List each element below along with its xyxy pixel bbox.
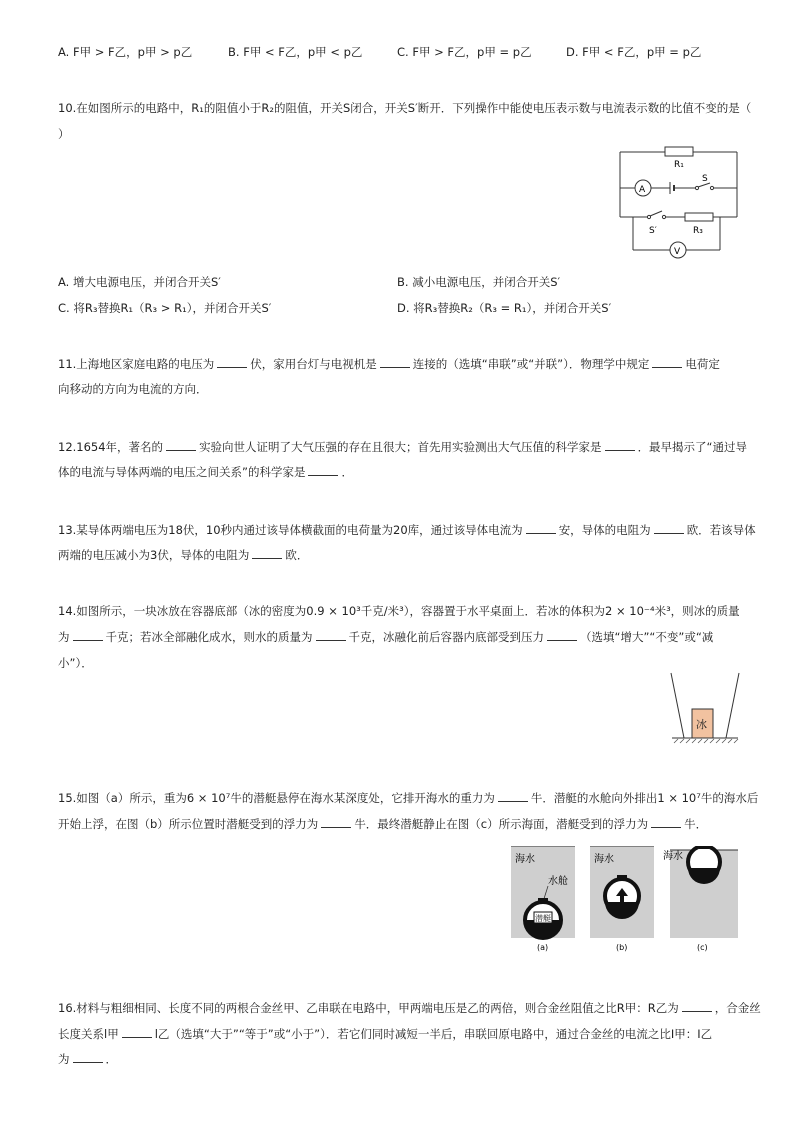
q9-option-a: A. F甲 > F乙，p甲 > p乙 — [58, 45, 193, 59]
r1-label: R₁ — [674, 160, 684, 170]
q13-line2 — [58, 547, 308, 563]
q13-text-e: 欧． — [285, 548, 309, 562]
q11-line2: 向移动的方向为电流的方向． — [58, 382, 208, 396]
q12-line1 — [58, 439, 747, 455]
q10-option-a: A. 增大电源电压，并闭合开关S′ — [58, 275, 221, 289]
q13-blank-1[interactable] — [526, 523, 556, 534]
q14-line3: 小”）． — [58, 656, 93, 670]
q13-blank-2[interactable] — [654, 523, 684, 534]
q12-text-d: 体的电流与导体两端的电压之间关系”的科学家是 — [58, 465, 306, 479]
q16-text-e: 为 — [58, 1052, 70, 1066]
sub-label: 潜艇 — [535, 914, 551, 923]
r3-label: R₃ — [693, 226, 703, 236]
q10-circuit-figure — [615, 142, 745, 264]
q11-blank-1[interactable] — [217, 357, 247, 368]
tank-label: 水舱 — [548, 876, 568, 887]
q16-blank-3[interactable] — [73, 1052, 103, 1063]
q15-text-b: 牛．潜艇的水舱向外排出1 × 10⁷牛的海水后 — [530, 791, 759, 805]
q16-text-f: ． — [105, 1052, 117, 1066]
q15-blank-3[interactable] — [651, 817, 681, 828]
q12-blank-2[interactable] — [605, 440, 635, 451]
q10-option-c: C. 将R₃替换R₁（R₃ > R₁），并闭合开关S′ — [58, 301, 272, 315]
q13-text-b: 安，导体的电阻为 — [558, 523, 651, 537]
q15-line2 — [58, 816, 707, 832]
q13-text-a: 13.某导体两端电压为18伏，10秒内通过该导体横截面的电荷量为20库，通过该导体电流为 — [58, 523, 523, 537]
q14-text-a: 为 — [58, 630, 70, 644]
q16-blank-1[interactable] — [682, 1001, 712, 1012]
q11-blank-2[interactable] — [380, 357, 410, 368]
q14-container-figure — [668, 670, 742, 746]
q16-line2 — [58, 1026, 712, 1042]
q10-option-b: B. 减小电源电压，并闭合开关S′ — [397, 275, 561, 289]
q9-option-b: B. F甲 < F乙，p甲 < p乙 — [228, 45, 363, 59]
q14-text-c: 千克，冰融化前后容器内底部受到压力 — [348, 630, 544, 644]
q11-text-d: 电荷定 — [685, 357, 720, 371]
q11-text-a: 11.上海地区家庭电路的电压为 — [58, 357, 215, 371]
q13-text-d: 两端的电压减小为3伏，导体的电阻为 — [58, 548, 250, 562]
q14-blank-1[interactable] — [73, 630, 103, 641]
q15-text-a: 15.如图（a）所示，重为6 × 10⁷牛的潜艇悬停在海水某深度处，它排开海水的重力为 — [58, 791, 495, 805]
q12-blank-1[interactable] — [166, 440, 196, 451]
q12-text-c: ．最早揭示了“通过导 — [637, 440, 748, 454]
q14-blank-2[interactable] — [316, 630, 346, 641]
q16-text-d: l乙（选填“大于”“等于”或“小于”）．若它们同时减短一半后，串联回原电路中，通过合金丝的电流之比I甲：I乙 — [154, 1027, 713, 1041]
voltmeter-icon-label: V — [674, 247, 681, 257]
q16-text-b: ，合金丝 — [714, 1001, 761, 1015]
q13-line1 — [58, 522, 756, 538]
s-prime-label: S′ — [649, 226, 657, 236]
q14-line1: 14.如图所示，一块冰放在容器底部（冰的密度为0.9 × 10³千克/米³），容器置于水平桌面上．若冰的体积为2 × 10⁻⁴米³，则冰的质量 — [58, 604, 740, 618]
q10-option-d: D. 将R₃替换R₂（R₃ = R₁），并闭合开关S′ — [397, 301, 612, 315]
q11-text-c: 连接的（选填“串联”或“并联”）．物理学中规定 — [412, 357, 650, 371]
q9-option-c: C. F甲 > F乙，p甲 = p乙 — [397, 45, 532, 59]
q14-text-b: 千克；若冰全部融化成水，则水的质量为 — [105, 630, 313, 644]
q13-text-c: 欧．若该导体 — [686, 523, 756, 537]
sea-label-b: 海水 — [594, 854, 614, 865]
q15-blank-2[interactable] — [321, 817, 351, 828]
caption-a: (a) — [537, 943, 549, 952]
caption-c: (c) — [697, 943, 708, 952]
q13-blank-3[interactable] — [252, 548, 282, 559]
q16-text-a: 16.材料与粗细相同、长度不同的两根合金丝甲、乙串联在电路中，甲两端电压是乙的两倍，则合金丝阻值之比R甲：R乙为 — [58, 1001, 679, 1015]
q14-text-d: （选填“增大”“不变”或“减 — [580, 630, 714, 644]
q10-stem-line2: ） — [58, 127, 70, 141]
ammeter-icon-label: A — [639, 185, 646, 195]
q16-text-c: 长度关系l甲 — [58, 1027, 119, 1041]
q15-submarine-figure — [508, 846, 740, 952]
q16-line1 — [58, 1000, 761, 1016]
q16-blank-2[interactable] — [122, 1027, 152, 1038]
q11-blank-3[interactable] — [652, 357, 682, 368]
q9-option-d: D. F甲 < F乙，p甲 = p乙 — [566, 45, 702, 59]
caption-b: (b) — [616, 943, 628, 952]
q15-line1 — [58, 790, 758, 806]
q16-line3 — [58, 1051, 117, 1067]
q14-blank-3[interactable] — [547, 630, 577, 641]
q15-text-c: 开始上浮，在图（b）所示位置时潜艇受到的浮力为 — [58, 817, 319, 831]
q15-text-e: 牛． — [684, 817, 708, 831]
q14-line2 — [58, 629, 713, 645]
q15-blank-1[interactable] — [498, 791, 528, 802]
q12-line2 — [58, 464, 353, 480]
s-label: S — [702, 174, 708, 184]
q12-text-b: 实验向世人证明了大气压强的存在且很大；首先用实验测出大气压值的科学家是 — [199, 440, 602, 454]
q12-text-e: ． — [341, 465, 353, 479]
sea-label-c: 海水 — [663, 851, 683, 862]
ice-label: 冰 — [696, 718, 707, 731]
q12-text-a: 12.1654年，著名的 — [58, 440, 164, 454]
q11-line1 — [58, 356, 720, 372]
q10-stem-line1: 10.在如图所示的电路中，R₁的阻值小于R₂的阻值，开关S闭合，开关S′断开．下列操作中能使电压表示数与电流表示数的比值不变的是（ — [58, 101, 752, 115]
sea-label-a: 海水 — [515, 854, 535, 865]
q12-blank-3[interactable] — [308, 465, 338, 476]
q11-text-b: 伏，家用台灯与电视机是 — [250, 357, 377, 371]
q15-text-d: 牛．最终潜艇静止在图（c）所示海面，潜艇受到的浮力为 — [354, 817, 649, 831]
